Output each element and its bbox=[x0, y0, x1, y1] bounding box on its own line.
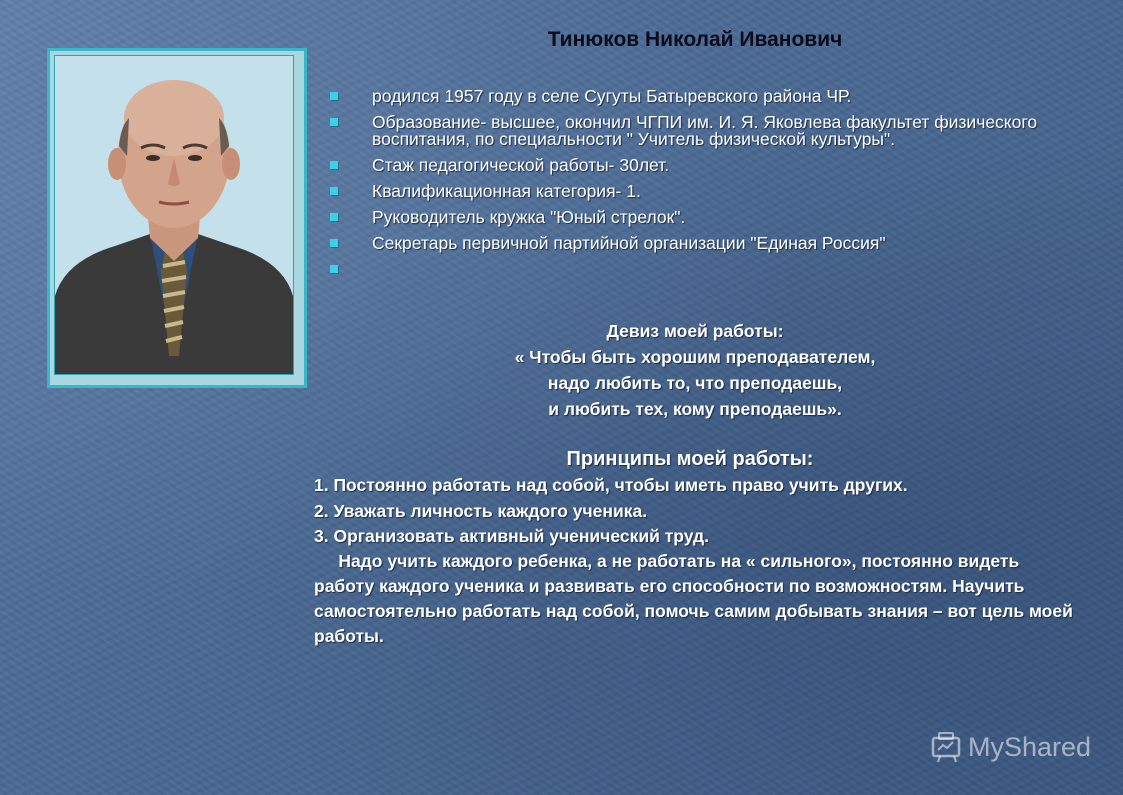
bio-item-text: Стаж педагогической работы- 30лет. bbox=[372, 155, 670, 175]
principle-item: 3. Организовать активный ученический труд. bbox=[314, 526, 710, 546]
bio-item-text: Образование- высшее, окончил ЧГПИ им. И. Я. Яковлева факультет физического воспитания, по специальности " Учитель физической культуры". bbox=[372, 112, 1038, 149]
photo-frame bbox=[47, 48, 307, 388]
motto-line: и любить тех, кому преподаешь». bbox=[548, 399, 842, 419]
bio-item-text: Секретарь первичной партийной организации "Единая Россия" bbox=[372, 233, 886, 253]
square-bullet-icon bbox=[330, 265, 338, 273]
myshared-logo-icon bbox=[930, 730, 964, 764]
motto-block bbox=[330, 318, 1060, 422]
bio-item bbox=[330, 157, 1070, 174]
motto-heading: Девиз моей работы: bbox=[606, 321, 784, 341]
bio-list bbox=[330, 88, 1070, 261]
bio-item-text: Квалификационная категория- 1. bbox=[372, 181, 641, 201]
principles-block bbox=[314, 475, 1078, 649]
principle-item: 1. Постоянно работать над собой, чтобы иметь право учить других. bbox=[314, 475, 908, 495]
principle-paragraph: Надо учить каждого ребенка, а не работать на « сильного», постоянно видеть работу каждого ученика и развивать его способности по возможностям. Научить самостоятельно работать над собой, помочь самим добывать знания – вот цель моей работы. bbox=[314, 551, 1078, 646]
bio-item bbox=[330, 88, 1070, 105]
bio-item bbox=[330, 209, 1070, 226]
bio-item bbox=[330, 235, 1070, 252]
square-bullet-icon bbox=[330, 239, 338, 247]
motto-line: надо любить то, что преподаешь, bbox=[547, 373, 843, 393]
square-bullet-icon bbox=[330, 161, 338, 169]
portrait-image bbox=[55, 56, 293, 374]
square-bullet-icon bbox=[330, 92, 338, 100]
square-bullet-icon bbox=[330, 187, 338, 195]
bio-item bbox=[330, 114, 1070, 148]
principle-item: 2. Уважать личность каждого ученика. bbox=[314, 501, 648, 521]
principles-heading: Принципы моей работы: bbox=[566, 448, 814, 470]
motto-line: « Чтобы быть хорошим преподавателем, bbox=[514, 347, 876, 367]
square-bullet-icon bbox=[330, 213, 338, 221]
bio-item-text: Руководитель кружка "Юный стрелок". bbox=[372, 207, 686, 227]
bio-item-text: родился 1957 году в селе Сугуты Батыревского района ЧР. bbox=[372, 86, 852, 106]
watermark-text: MyShared bbox=[968, 731, 1092, 762]
watermark bbox=[930, 730, 1091, 764]
bio-item bbox=[330, 183, 1070, 200]
portrait-photo bbox=[54, 55, 294, 375]
slide-title: Тинюков Николай Иванович bbox=[547, 28, 843, 51]
square-bullet-icon bbox=[330, 118, 338, 126]
